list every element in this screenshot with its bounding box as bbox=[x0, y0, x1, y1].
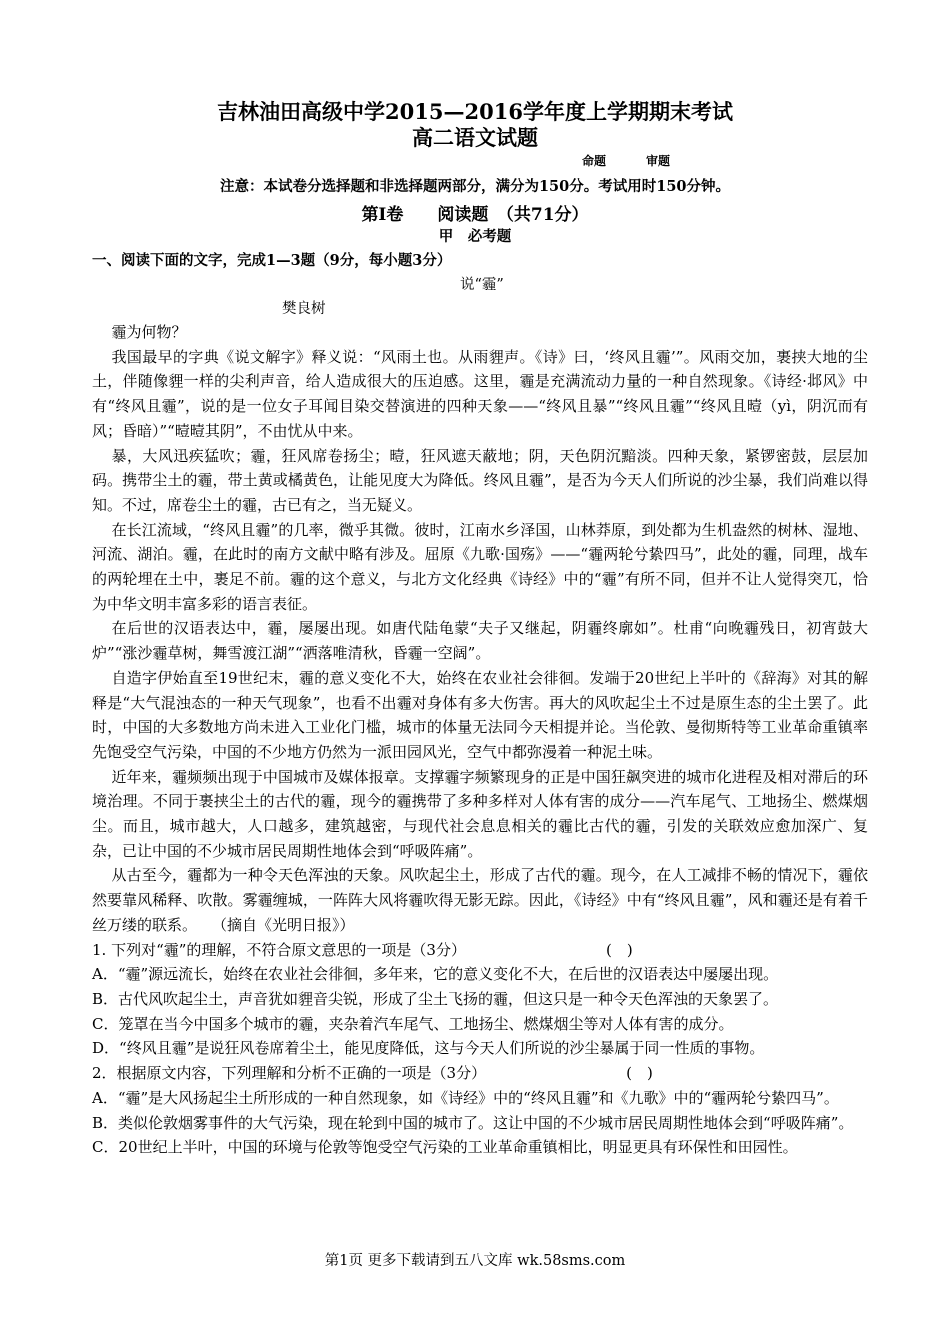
passage-author: 樊良树 bbox=[282, 301, 326, 317]
subsection-heading: 甲 必考题 bbox=[438, 228, 512, 245]
question-stem-text: 1. 下列对“霾”的理解，不符合原文意思的一项是（3分） bbox=[92, 940, 466, 959]
question-2-option-a: A．“霾”是大风扬起尘土所形成的一种自然现象，如《诗经》中的“终风且霾”和《九歌》中的“霾两轮兮絷四马”。 bbox=[92, 1088, 839, 1107]
passage-title: 说“霾” bbox=[460, 277, 504, 293]
passage-paragraph: 暴，大风迅疾猛吹；霾，狂风席卷扬尘；曀，狂风遮天蔽地；阴，天色阴沉黯淡。四种天象，紧锣密鼓，层层加码。携带尘土的霾，带土黄或橘黄色，让能见度大为降低。终风且霾”，是否为今天人们所说的沙尘暴，我们尚难以得知。不过，席卷尘土的霾，古已有之，当无疑义。 bbox=[92, 446, 868, 514]
question-1-option-d: D．“终风且霾”是说狂风卷席着尘土，能见度降低，这与今天人们所说的沙尘暴属于同一性质的事物。 bbox=[92, 1039, 765, 1058]
section-heading: 一、阅读下面的文字，完成1—3题（9分，每小题3分） bbox=[92, 252, 452, 269]
question-1-option-b: B．古代风吹起尘土，声音犹如貍音尖锐，形成了尘土飞扬的霾，但这只是一种令天色浑浊的天象罢了。 bbox=[92, 989, 779, 1008]
question-2-option-c: C．20世纪上半叶，中国的环境与伦敦等饱受空气污染的工业革命重镇相比，明显更具有环保性和田园性。 bbox=[92, 1138, 798, 1157]
exam-body bbox=[92, 320, 868, 1160]
question-2-option-b: B．类似伦敦烟雾事件的大气污染，现在轮到中国的城市了。这让中国的不少城市居民周期性地体会到“呼吸阵痛”。 bbox=[92, 1113, 854, 1132]
answer-paren: ( ) bbox=[626, 1064, 653, 1083]
question-1-option-c: C．笼罩在当今中国多个城市的霾，夹杂着汽车尾气、工地扬尘、燃煤烟尘等对人体有害的成分。 bbox=[92, 1014, 734, 1033]
passage-paragraph: 自造字伊始直至19世纪末，霾的意义变化不大，始终在农业社会徘徊。发端于20世纪上半叶的《辞海》对其的解释是“大气混浊态的一种天气现象”，也看不出霾对身体有多大伤害。再大的风吹起尘土不过是原生态的尘土罢了。此时，中国的大多数地方尚未进入工业化门槛，城市的体量无法同今天相提并论。当伦敦、曼彻斯特等工业革命重镇率先饱受空气污染，中国的不少地方仍然为一派田园风光，空气中都弥漫着一种泥土味。 bbox=[92, 668, 868, 761]
question-1-stem bbox=[92, 938, 868, 963]
exam-roles bbox=[582, 152, 710, 169]
volume-heading: 第Ⅰ卷 阅读题 （共71分） bbox=[361, 205, 589, 225]
page-footer: 第1页 更多下载请到五八文库 wk.58sms.com bbox=[324, 1253, 626, 1269]
answer-paren: ( ) bbox=[605, 940, 633, 959]
role-proposer: 命题 bbox=[582, 154, 607, 168]
question-1-option-a: A．“霾”源远流长，始终在农业社会徘徊，多年来，它的意义变化不大，在后世的汉语表达中屡屡出现。 bbox=[92, 965, 779, 984]
role-reviewer: 审题 bbox=[646, 154, 671, 168]
exam-subtitle: 高二语文试题 bbox=[412, 125, 538, 150]
passage-paragraph: 近年来，霾频频出现于中国城市及媒体报章。支撑霾字频繁现身的正是中国狂飙突进的城市化进程及相对滞后的环境治理。不同于裹挟尘土的古代的霾，现今的霾携带了多种多样对人体有害的成分——汽车尾气、工地扬尘、燃煤烟尘。而且，城市越大，人口越多，建筑越密，与现代社会息息相关的霾比古代的霾，引发的关联效应愈加深广、复杂，已让中国的不少城市居民周期性地体会到“呼吸阵痛”。 bbox=[92, 767, 868, 860]
passage-paragraph: 在长江流域，“终风且霾”的几率，微乎其微。彼时，江南水乡泽国，山林莽原，到处都为生机盎然的树林、湿地、河流、湖泊。霾，在此时的南方文献中略有涉及。屈原《九歌·国殇》——“霾两轮兮絷四马”，此处的霾，同理，战车的两轮埋在土中，裹足不前。霾的这个意义，与北方文化经典《诗经》中的“霾”有所不同，但并不让人觉得突兀，恰为中华文明丰富多彩的语言表征。 bbox=[92, 520, 868, 613]
exam-title: 吉林油田高级中学2015—2016学年度上学期期末考试 bbox=[217, 99, 733, 124]
passage-paragraph: 霾为何物？ bbox=[111, 323, 187, 341]
passage-paragraph: 我国最早的字典《说文解字》释义说：“风雨土也。从雨貍声。《诗》曰，‘终风且霾’”。风雨交加，裹挟大地的尘土，伴随像貍一样的尖利声音，给人造成很大的压迫感。这里，霾是充满流动力量的一种自然现象。《诗经·邶风》中有“终风且霾”，说的是一位女子耳闻目染交替演进的四种天象——“终风且暴”“终风且霾”“终风且曀（yì，阴沉而有风；昏暗）”“曀曀其阴”，不由忧从中来。 bbox=[92, 347, 868, 440]
passage-paragraph: 从古至今，霾都为一种令天色浑浊的天象。风吹起尘土，形成了古代的霾。现今，在人工减排不畅的情况下，霾依然要靠风稀释、吹散。雾霾缠城，一阵阵大风将霾吹得无影无踪。因此，《诗经》中有“终风且霾”，风和霾还是有着千丝万缕的联系。 （摘自《光明日报》） bbox=[92, 866, 868, 934]
passage-paragraph: 在后世的汉语表达中，霾，屡屡出现。如唐代陆龟蒙“夫子又继起，阴霾终廓如”。杜甫“向晚霾残日，初宵鼓大炉”“涨沙霾草树，舞雪渡江湖”“洒落唯清秋，昏霾一空阔”。 bbox=[92, 619, 868, 663]
question-stem-text: 2．根据原文内容，下列理解和分析不正确的一项是（3分） bbox=[92, 1064, 487, 1083]
question-2-stem bbox=[92, 1061, 868, 1086]
exam-notice: 注意：本试卷分选择题和非选择题两部分，满分为150分。考试用时150分钟。 bbox=[219, 178, 731, 195]
